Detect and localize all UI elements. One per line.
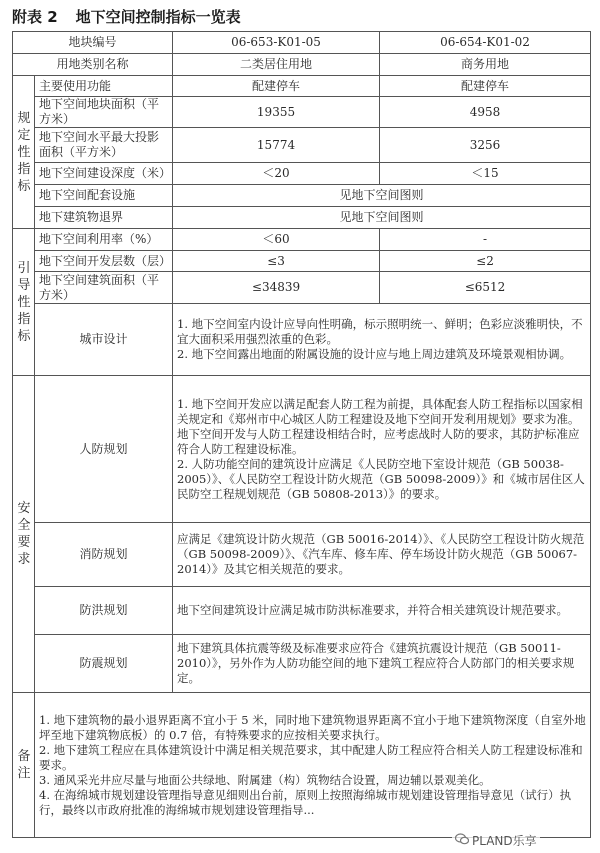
paragraph: 1. 地下空间开发应以满足配套人防工程为前提，具体配套人防工程指标以国家相关规定和《郑州市中心城区人防工程建设及地下空间开发利用规划》要求为准。地下空间开发与人防工程建设相结合时，应考虑战时人防的要求，其防护标准应符合人防工程建设标准。 (177, 396, 583, 456)
header-plot-label: 地块编号 (13, 32, 173, 54)
row-label: 地下空间利用率（%） (35, 229, 173, 251)
header-plot-b: 06-654-K01-02 (380, 32, 591, 54)
table-title (12, 6, 241, 27)
row-label: 主要使用功能 (35, 76, 173, 97)
remark-item: 2. 地下建筑工程应在具体建筑设计中满足相关规范要求，其中配建人防工程应符合相关人防工程建设标准和要求。 (39, 742, 583, 772)
cell-a: ＜20 (173, 163, 380, 185)
table-row (13, 185, 591, 207)
cell-a: 配建停车 (173, 76, 380, 97)
cell-b: 3256 (380, 128, 591, 163)
table-row (13, 163, 591, 185)
cell-a: ＜60 (173, 229, 380, 251)
row-label: 地下空间建筑面积（平方米） (35, 272, 173, 304)
row-label: 地下空间建设深度（米） (35, 163, 173, 185)
cell-a: ≤34839 (173, 272, 380, 304)
remarks-text (35, 693, 591, 838)
row-label: 地下空间开发层数（层） (35, 251, 173, 272)
header-plot-a: 06-653-K01-05 (173, 32, 380, 54)
group-regulatory: 规定性指标 (13, 76, 35, 229)
paragraph: 1. 地下空间室内设计应导向性明确，标示照明统一、鲜明；色彩应淡雅明快，不宜大面积采用强烈浓重的色彩。 (177, 317, 583, 346)
row-label: 地下空间地块面积（平方米） (35, 97, 173, 128)
row-label: 地下建筑物退界 (35, 207, 173, 229)
urban-design-text (173, 304, 591, 376)
cell-b: ≤2 (380, 251, 591, 272)
cell-a: 19355 (173, 97, 380, 128)
cell-merged: 见地下空间图则 (173, 185, 591, 207)
group-guiding: 引导性指标 (13, 229, 35, 376)
fire-text: 应满足《建筑设计防火规范（GB 50016-2014）》、《人民防空工程设计防火规范（GB 50098-2009）》、《汽车库、修车库、停车场设计防火规范（GB 50067-2014）》及其它相关规范的要求。 (173, 523, 591, 587)
control-index-table (12, 31, 591, 838)
table-row (13, 376, 591, 523)
cell-a: 15774 (173, 128, 380, 163)
row-label-civil-defense: 人防规划 (35, 376, 173, 523)
watermark (452, 832, 540, 849)
cell-merged: 见地下空间图则 (173, 207, 591, 229)
row-label-fire: 消防规划 (35, 523, 173, 587)
remark-item: 1. 地下建筑物的最小退界距离不宜小于 5 米，同时地下建筑物退界距离不宜小于地下建筑物深度（自室外地坪至地下建筑物底板）的 0.7 倍，有特殊要求的应按相关要求执行。 (39, 712, 586, 742)
row-label-quake: 防震规划 (35, 635, 173, 693)
remark-item: 3. 通风采光井应尽量与地面公共绿地、附属建（构）筑物结合设置，周边辅以景观美化。 (39, 772, 491, 787)
wechat-icon (455, 833, 469, 848)
table-row (13, 251, 591, 272)
table-row (13, 97, 591, 128)
paragraph: 2. 地下空间露出地面的附属设施的设计应与地上周边建筑及环境景观相协调。 (177, 347, 572, 361)
paragraph: 2. 人防功能空间的建筑设计应满足《人民防空地下室设计规范（GB 50038-2005）》、《人民防空工程设计防火规范（GB 50098-2009）》和《城市居住区人民防空工程规划规范（GB 50808-2013）》的要求。 (177, 456, 585, 501)
land-use-label: 用地类别名称 (13, 54, 173, 76)
civil-defense-text (173, 376, 591, 523)
cell-a: ≤3 (173, 251, 380, 272)
cell-b: 配建停车 (380, 76, 591, 97)
cell-b: - (380, 229, 591, 251)
cell-b: ＜15 (380, 163, 591, 185)
remark-item: 4. 在海绵城市规划建设管理指导意见细则出台前，原则上按照海绵城市规划建设管理指导意见（试行）执行，最终以市政府批准的海绵城市规划建设管理指导... (39, 787, 572, 817)
cell-b: ≤6512 (380, 272, 591, 304)
table-row (13, 54, 591, 76)
flood-text: 地下空间建筑设计应满足城市防洪标准要求，并符合相关建筑设计规范要求。 (173, 587, 591, 635)
group-remarks: 备注 (13, 693, 35, 838)
appendix-number: 附表 2 (12, 8, 58, 26)
table-row (13, 272, 591, 304)
row-label-urban-design: 城市设计 (35, 304, 173, 376)
table-row (13, 229, 591, 251)
table-row (13, 523, 591, 587)
watermark-text: PLAND乐享 (472, 834, 537, 848)
cell-b: 4958 (380, 97, 591, 128)
quake-text: 地下建筑具体抗震等级及标准要求应符合《建筑抗震设计规范（GB 50011-2010）》，另外作为人防功能空间的地下建筑工程应符合人防部门的相关要求规定。 (173, 635, 591, 693)
table-row (13, 304, 591, 376)
group-safety: 安全要求 (13, 376, 35, 693)
land-use-b: 商务用地 (380, 54, 591, 76)
row-label: 地下空间水平最大投影面积（平方米） (35, 128, 173, 163)
table-row (13, 693, 591, 838)
table-row (13, 32, 591, 54)
land-use-a: 二类居住用地 (173, 54, 380, 76)
row-label-flood: 防洪规划 (35, 587, 173, 635)
table-row (13, 635, 591, 693)
table-row (13, 76, 591, 97)
table-row (13, 587, 591, 635)
table-row (13, 207, 591, 229)
title-text: 地下空间控制指标一览表 (75, 8, 241, 26)
table-row (13, 128, 591, 163)
row-label: 地下空间配套设施 (35, 185, 173, 207)
